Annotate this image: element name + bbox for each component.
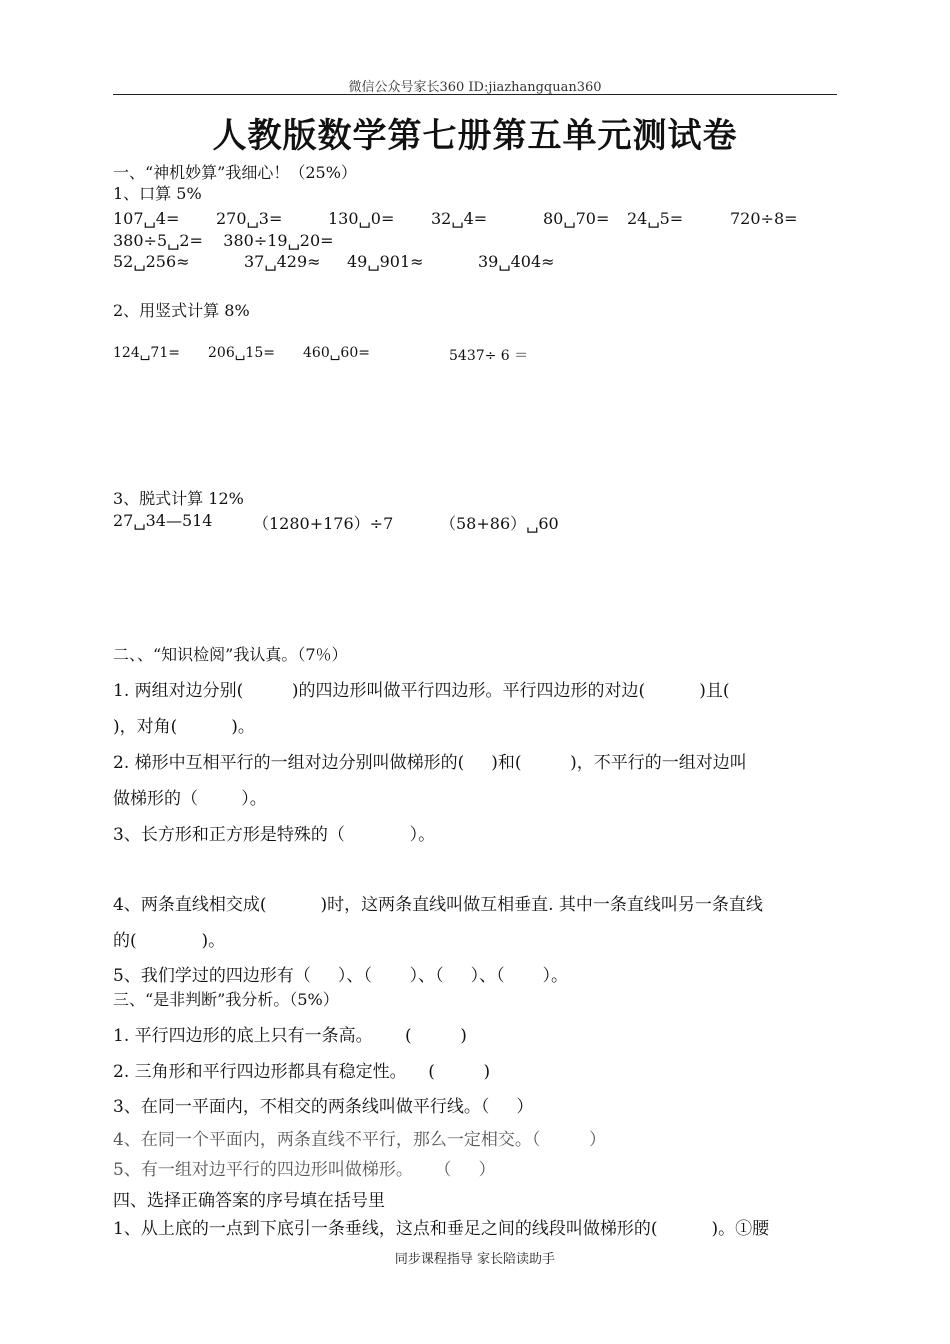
page-header: 微信公众号家长360 ID:jiazhangquan360: [348, 80, 602, 95]
fill-line: 做梯形的（ ）。: [113, 789, 267, 809]
step-calc-item: （1280+176）÷7: [253, 514, 394, 533]
oral-row-2: 380÷5␣2= 380÷19␣20=: [113, 231, 334, 250]
section-3-heading: 三、“是非判断”我分析。（5%）: [113, 990, 339, 1009]
judge-line: 5、有一组对边平行的四边形叫做梯形。 （ ）: [113, 1160, 496, 1180]
part-2-heading: 2、用竖式计算 8%: [113, 301, 250, 320]
choice-line: 1、从上底的一点到下底引一条垂线，这点和垂足之间的线段叫做梯形的( )。①腰: [113, 1219, 770, 1239]
estimate-item: 37␣429≈: [244, 252, 321, 271]
judge-line: 1. 平行四边形的底上只有一条高。 ( ): [113, 1026, 467, 1046]
oral-item: 107␣4=: [113, 209, 180, 228]
oral-item: 720÷8=: [730, 209, 798, 228]
fill-line: 3、长方形和正方形是特殊的（ ）。: [113, 825, 436, 845]
estimate-item: 39␣404≈: [478, 252, 555, 271]
oral-item: 130␣0=: [328, 209, 395, 228]
fill-line: 1. 两组对边分别( )的四边形叫做平行四边形。平行四边形的对边( )且(: [113, 681, 730, 701]
estimate-item: 52␣256≈: [113, 252, 190, 271]
oral-item: 80␣70=: [543, 209, 610, 228]
vertical-calc-item: 124␣71=: [113, 345, 180, 361]
vertical-calc-item: 460␣60=: [303, 345, 370, 361]
vertical-calc-item: 206␣15=: [208, 345, 275, 361]
judge-line: 2. 三角形和平行四边形都具有稳定性。 ( ): [113, 1062, 491, 1082]
page-footer: 同步课程指导 家长陪读助手: [394, 1252, 556, 1267]
header-rule: [113, 94, 837, 95]
step-calc-item: 27␣34—514: [113, 511, 213, 530]
oral-item: 24␣5=: [627, 209, 684, 228]
section-4-heading: 四、选择正确答案的序号填在括号里: [113, 1191, 385, 1211]
part-3-heading: 3、脱式计算 12%: [113, 489, 244, 508]
vertical-calc-item: 5437÷ 6 ＝: [449, 348, 529, 364]
section-1-heading: 一、“神机妙算”我细心！（25%）: [113, 163, 357, 182]
step-calc-item: （58+86）␣60: [440, 514, 559, 533]
fill-line: 的( )。: [113, 931, 226, 951]
oral-item: 32␣4=: [431, 209, 488, 228]
section-2-heading: 二、、“知识检阅”我认真。（7％）: [113, 645, 348, 664]
judge-line: 4、在同一个平面内，两条直线不平行，那么一定相交。（ ）: [113, 1130, 606, 1150]
fill-line: )，对角( )。: [113, 717, 255, 737]
fill-line: 2. 梯形中互相平行的一组对边分别叫做梯形的( )和( )，不平行的一组对边叫: [113, 753, 747, 773]
estimate-item: 49␣901≈: [347, 252, 424, 271]
part-1-heading: 1、口算 5%: [113, 184, 202, 203]
page-title: 人教版数学第七册第五单元测试卷: [212, 116, 738, 156]
fill-line: 4、两条直线相交成( )时，这两条直线叫做互相垂直. 其中一条直线叫另一条直线: [113, 895, 763, 915]
oral-item: 270␣3=: [216, 209, 283, 228]
judge-line: 3、在同一平面内，不相交的两条线叫做平行线。（ ）: [113, 1097, 534, 1117]
fill-line: 5、我们学过的四边形有（ ）、（ ）、（ ）、（ ）。: [113, 966, 569, 986]
